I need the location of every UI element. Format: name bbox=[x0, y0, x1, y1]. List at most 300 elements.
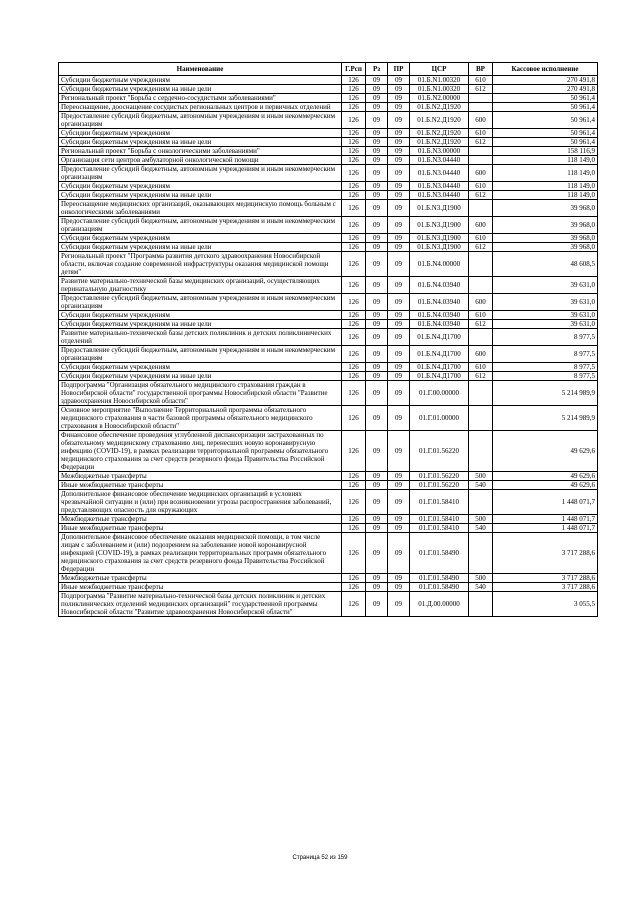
cell-vr bbox=[469, 277, 493, 294]
cell-rz: 09 bbox=[366, 103, 388, 112]
cell-sum: 39 968,0 bbox=[493, 200, 598, 217]
budget-table bbox=[58, 62, 598, 617]
cell-rz: 09 bbox=[366, 346, 388, 363]
cell-name: Иные межбюджетные трансферты bbox=[59, 524, 342, 533]
cell-grs: 126 bbox=[342, 533, 366, 574]
cell-pr: 09 bbox=[388, 431, 410, 472]
table-row bbox=[59, 217, 598, 234]
cell-vr bbox=[469, 252, 493, 277]
cell-sum: 1 448 071,7 bbox=[493, 490, 598, 515]
cell-name: Субсидии бюджетным учреждениям bbox=[59, 234, 342, 243]
table-row bbox=[59, 381, 598, 406]
cell-grs: 126 bbox=[342, 490, 366, 515]
cell-sum: 5 214 989,9 bbox=[493, 381, 598, 406]
cell-vr: 500 bbox=[469, 472, 493, 481]
cell-name: Предоставление субсидий бюджетным, автономным учреждениям и иным некоммерческим организациям bbox=[59, 112, 342, 129]
cell-rz: 09 bbox=[366, 533, 388, 574]
cell-grs: 126 bbox=[342, 252, 366, 277]
cell-grs: 126 bbox=[342, 329, 366, 346]
cell-csr: 01.Б.N4.03940 bbox=[410, 320, 469, 329]
cell-rz: 09 bbox=[366, 515, 388, 524]
table-row bbox=[59, 191, 598, 200]
cell-pr: 09 bbox=[388, 574, 410, 583]
table-row bbox=[59, 346, 598, 363]
cell-vr bbox=[469, 147, 493, 156]
cell-name: Предоставление субсидий бюджетным, автономным учреждениям и иным некоммерческим организациям bbox=[59, 294, 342, 311]
cell-name: Развитие материально-технической базы медицинских организаций, осуществляющих перинатальную диагностику bbox=[59, 277, 342, 294]
cell-pr: 09 bbox=[388, 363, 410, 372]
cell-name: Субсидии бюджетным учреждениям на иные цели bbox=[59, 320, 342, 329]
table-row bbox=[59, 481, 598, 490]
cell-pr: 09 bbox=[388, 252, 410, 277]
cell-name: Межбюджетные трансферты bbox=[59, 515, 342, 524]
cell-vr: 600 bbox=[469, 165, 493, 182]
table-row bbox=[59, 363, 598, 372]
cell-rz: 09 bbox=[366, 381, 388, 406]
cell-vr: 612 bbox=[469, 320, 493, 329]
cell-rz: 09 bbox=[366, 94, 388, 103]
cell-csr: 01.Г.01.58410 bbox=[410, 490, 469, 515]
cell-pr: 09 bbox=[388, 533, 410, 574]
cell-vr bbox=[469, 381, 493, 406]
cell-pr: 09 bbox=[388, 234, 410, 243]
cell-grs: 126 bbox=[342, 320, 366, 329]
cell-name: Подпрограмма "Организация обязательного медицинского страхования граждан в Новосибирской области" государственной программы Новосибирской области "Развитие здравоохранения Новосибирской области" bbox=[59, 381, 342, 406]
cell-grs: 126 bbox=[342, 472, 366, 481]
table-row bbox=[59, 138, 598, 147]
cell-vr: 612 bbox=[469, 191, 493, 200]
table-row bbox=[59, 277, 598, 294]
cell-vr: 540 bbox=[469, 524, 493, 533]
cell-csr: 01.Г.00.00000 bbox=[410, 381, 469, 406]
cell-csr: 01.Б.N4.Д1700 bbox=[410, 363, 469, 372]
cell-pr: 09 bbox=[388, 85, 410, 94]
cell-pr: 09 bbox=[388, 515, 410, 524]
cell-sum: 39 631,0 bbox=[493, 311, 598, 320]
cell-sum: 8 977,5 bbox=[493, 372, 598, 381]
cell-name: Переоснащение медицинских организаций, оказывающих медицинскую помощь больным с онкологическими заболеваниями bbox=[59, 200, 342, 217]
cell-csr: 01.Б.N4.Д1700 bbox=[410, 346, 469, 363]
cell-csr: 01.Б.N3.Д1900 bbox=[410, 234, 469, 243]
cell-grs: 126 bbox=[342, 112, 366, 129]
cell-pr: 09 bbox=[388, 191, 410, 200]
cell-rz: 09 bbox=[366, 481, 388, 490]
cell-grs: 126 bbox=[342, 76, 366, 85]
cell-rz: 09 bbox=[366, 252, 388, 277]
cell-csr: 01.Б.N4.Д1700 bbox=[410, 372, 469, 381]
cell-name: Иные межбюджетные трансферты bbox=[59, 583, 342, 592]
cell-csr: 01.Б.N3.04440 bbox=[410, 156, 469, 165]
cell-name: Финансовое обеспечение проведения углубленной диспансеризации застрахованных по обязательному медицинскому страхованию лиц, перенесших новую коронавирусную инфекцию (COVID-19), в рамках реализации территориальной программы обязательного медицинского страхования за счет средств резервного фонда Правительства Российской Федерации bbox=[59, 431, 342, 472]
cell-name: Межбюджетные трансферты bbox=[59, 574, 342, 583]
cell-sum: 118 149,0 bbox=[493, 182, 598, 191]
cell-pr: 09 bbox=[388, 103, 410, 112]
cell-rz: 09 bbox=[366, 574, 388, 583]
cell-vr: 612 bbox=[469, 85, 493, 94]
cell-rz: 09 bbox=[366, 406, 388, 431]
cell-name: Субсидии бюджетным учреждениям bbox=[59, 129, 342, 138]
cell-vr bbox=[469, 200, 493, 217]
table-row bbox=[59, 76, 598, 85]
cell-rz: 09 bbox=[366, 472, 388, 481]
table-row bbox=[59, 490, 598, 515]
cell-name: Иные межбюджетные трансферты bbox=[59, 481, 342, 490]
cell-rz: 09 bbox=[366, 138, 388, 147]
cell-vr: 610 bbox=[469, 311, 493, 320]
cell-grs: 126 bbox=[342, 515, 366, 524]
cell-vr: 610 bbox=[469, 363, 493, 372]
cell-grs: 126 bbox=[342, 191, 366, 200]
col-header-pr: ПР bbox=[388, 63, 410, 76]
cell-rz: 09 bbox=[366, 320, 388, 329]
table-row bbox=[59, 372, 598, 381]
cell-vr: 610 bbox=[469, 76, 493, 85]
cell-rz: 09 bbox=[366, 294, 388, 311]
cell-csr: 01.Б.N2.Д1920 bbox=[410, 103, 469, 112]
cell-vr: 610 bbox=[469, 234, 493, 243]
table-row bbox=[59, 515, 598, 524]
cell-pr: 09 bbox=[388, 112, 410, 129]
cell-grs: 126 bbox=[342, 217, 366, 234]
cell-vr: 600 bbox=[469, 346, 493, 363]
cell-rz: 09 bbox=[366, 490, 388, 515]
table-row bbox=[59, 129, 598, 138]
cell-vr: 612 bbox=[469, 372, 493, 381]
col-header-name: Наименование bbox=[59, 63, 342, 76]
cell-pr: 09 bbox=[388, 243, 410, 252]
cell-rz: 09 bbox=[366, 583, 388, 592]
cell-name: Региональный проект "Программа развития детского здравоохранения Новосибирской области, включая создание современной инфраструктуры оказания медицинской помощи детям" bbox=[59, 252, 342, 277]
table-row bbox=[59, 311, 598, 320]
cell-grs: 126 bbox=[342, 85, 366, 94]
cell-pr: 09 bbox=[388, 200, 410, 217]
cell-sum: 50 961,4 bbox=[493, 103, 598, 112]
col-header-rz: Рз bbox=[366, 63, 388, 76]
table-row bbox=[59, 406, 598, 431]
cell-pr: 09 bbox=[388, 217, 410, 234]
cell-grs: 126 bbox=[342, 311, 366, 320]
cell-grs: 126 bbox=[342, 182, 366, 191]
cell-rz: 09 bbox=[366, 243, 388, 252]
cell-sum: 39 631,0 bbox=[493, 294, 598, 311]
table-row bbox=[59, 583, 598, 592]
cell-vr: 500 bbox=[469, 574, 493, 583]
cell-rz: 09 bbox=[366, 592, 388, 617]
cell-name: Субсидии бюджетным учреждениям на иные цели bbox=[59, 372, 342, 381]
cell-csr: 01.Г.01.56220 bbox=[410, 431, 469, 472]
table-row bbox=[59, 243, 598, 252]
cell-name: Субсидии бюджетным учреждениям на иные цели bbox=[59, 243, 342, 252]
table-row bbox=[59, 182, 598, 191]
cell-grs: 126 bbox=[342, 277, 366, 294]
table-row bbox=[59, 592, 598, 617]
cell-rz: 09 bbox=[366, 277, 388, 294]
cell-csr: 01.Б.N4.03940 bbox=[410, 311, 469, 320]
cell-name: Подпрограмма "Развитие материально-технической базы детских поликлиник и детских поликлинических отделений медицинских организаций" государственной программы Новосибирской области "Развитие здравоохранения Новосибирской области" bbox=[59, 592, 342, 617]
cell-csr: 01.Б.N3.Д1900 bbox=[410, 200, 469, 217]
cell-pr: 09 bbox=[388, 147, 410, 156]
cell-name: Основное мероприятие "Выполнение Территориальной программы обязательного медицинского страхования в части базовой программы обязательного медицинского страхования в Новосибирской области" bbox=[59, 406, 342, 431]
cell-sum: 3 717 288,6 bbox=[493, 583, 598, 592]
cell-sum: 3 717 288,6 bbox=[493, 533, 598, 574]
cell-vr: 612 bbox=[469, 138, 493, 147]
cell-vr: 540 bbox=[469, 481, 493, 490]
cell-rz: 09 bbox=[366, 85, 388, 94]
cell-sum: 5 214 989,9 bbox=[493, 406, 598, 431]
cell-pr: 09 bbox=[388, 320, 410, 329]
cell-name: Субсидии бюджетным учреждениям bbox=[59, 311, 342, 320]
cell-grs: 126 bbox=[342, 138, 366, 147]
cell-vr bbox=[469, 156, 493, 165]
table-row bbox=[59, 94, 598, 103]
cell-sum: 49 629,6 bbox=[493, 431, 598, 472]
cell-name: Субсидии бюджетным учреждениям на иные цели bbox=[59, 138, 342, 147]
cell-pr: 09 bbox=[388, 277, 410, 294]
cell-name: Предоставление субсидий бюджетным, автономным учреждениям и иным некоммерческим организациям bbox=[59, 217, 342, 234]
cell-name: Межбюджетные трансферты bbox=[59, 472, 342, 481]
cell-grs: 126 bbox=[342, 406, 366, 431]
cell-csr: 01.Б.N3.04440 bbox=[410, 165, 469, 182]
table-row bbox=[59, 200, 598, 217]
cell-pr: 09 bbox=[388, 381, 410, 406]
cell-vr: 600 bbox=[469, 294, 493, 311]
cell-csr: 01.Б.N1.00320 bbox=[410, 76, 469, 85]
cell-grs: 126 bbox=[342, 103, 366, 112]
cell-sum: 39 631,0 bbox=[493, 320, 598, 329]
table-row bbox=[59, 103, 598, 112]
cell-grs: 126 bbox=[342, 234, 366, 243]
cell-vr bbox=[469, 592, 493, 617]
cell-grs: 126 bbox=[342, 200, 366, 217]
cell-sum: 118 149,0 bbox=[493, 165, 598, 182]
cell-grs: 126 bbox=[342, 165, 366, 182]
cell-csr: 01.Б.N3.Д1900 bbox=[410, 243, 469, 252]
cell-grs: 126 bbox=[342, 294, 366, 311]
cell-pr: 09 bbox=[388, 472, 410, 481]
cell-pr: 09 bbox=[388, 481, 410, 490]
table-row bbox=[59, 252, 598, 277]
cell-csr: 01.Б.N4.03940 bbox=[410, 277, 469, 294]
table-row bbox=[59, 524, 598, 533]
cell-csr: 01.Г.01.58410 bbox=[410, 515, 469, 524]
cell-rz: 09 bbox=[366, 76, 388, 85]
cell-pr: 09 bbox=[388, 406, 410, 431]
cell-csr: 01.Г.01.00000 bbox=[410, 406, 469, 431]
cell-rz: 09 bbox=[366, 372, 388, 381]
cell-sum: 39 631,0 bbox=[493, 277, 598, 294]
cell-grs: 126 bbox=[342, 243, 366, 252]
cell-pr: 09 bbox=[388, 311, 410, 320]
cell-rz: 09 bbox=[366, 112, 388, 129]
cell-grs: 126 bbox=[342, 431, 366, 472]
cell-sum: 270 491,8 bbox=[493, 85, 598, 94]
cell-grs: 126 bbox=[342, 592, 366, 617]
cell-pr: 09 bbox=[388, 294, 410, 311]
cell-name: Субсидии бюджетным учреждениям на иные цели bbox=[59, 191, 342, 200]
table-row bbox=[59, 165, 598, 182]
col-header-sum: Кассовое исполнение bbox=[493, 63, 598, 76]
cell-csr: 01.Г.01.58490 bbox=[410, 574, 469, 583]
cell-grs: 126 bbox=[342, 372, 366, 381]
cell-vr bbox=[469, 329, 493, 346]
cell-pr: 09 bbox=[388, 329, 410, 346]
cell-csr: 01.Б.N4.03940 bbox=[410, 294, 469, 311]
cell-csr: 01.Б.N3.04440 bbox=[410, 182, 469, 191]
cell-vr: 540 bbox=[469, 583, 493, 592]
cell-vr: 612 bbox=[469, 243, 493, 252]
cell-vr: 500 bbox=[469, 515, 493, 524]
cell-vr bbox=[469, 490, 493, 515]
cell-sum: 50 961,4 bbox=[493, 112, 598, 129]
cell-sum: 49 629,6 bbox=[493, 472, 598, 481]
cell-rz: 09 bbox=[366, 431, 388, 472]
cell-csr: 01.Г.01.56220 bbox=[410, 481, 469, 490]
cell-csr: 01.Б.N3.Д1900 bbox=[410, 217, 469, 234]
cell-csr: 01.Г.01.58490 bbox=[410, 533, 469, 574]
cell-sum: 48 608,5 bbox=[493, 252, 598, 277]
cell-rz: 09 bbox=[366, 234, 388, 243]
cell-name: Развитие материально-технической базы детских поликлиник и детских поликлинических отделений bbox=[59, 329, 342, 346]
cell-csr: 01.Б.N3.00000 bbox=[410, 147, 469, 156]
cell-name: Субсидии бюджетным учреждениям на иные цели bbox=[59, 85, 342, 94]
cell-rz: 09 bbox=[366, 156, 388, 165]
cell-pr: 09 bbox=[388, 129, 410, 138]
cell-pr: 09 bbox=[388, 583, 410, 592]
cell-sum: 8 977,5 bbox=[493, 329, 598, 346]
cell-sum: 158 116,9 bbox=[493, 147, 598, 156]
cell-csr: 01.Б.N3.04440 bbox=[410, 191, 469, 200]
cell-rz: 09 bbox=[366, 129, 388, 138]
table-row bbox=[59, 85, 598, 94]
cell-vr: 610 bbox=[469, 129, 493, 138]
table-row bbox=[59, 112, 598, 129]
cell-vr bbox=[469, 431, 493, 472]
cell-csr: 01.Б.N1.00320 bbox=[410, 85, 469, 94]
cell-sum: 3 055,5 bbox=[493, 592, 598, 617]
cell-pr: 09 bbox=[388, 165, 410, 182]
cell-rz: 09 bbox=[366, 363, 388, 372]
cell-pr: 09 bbox=[388, 524, 410, 533]
cell-vr: 600 bbox=[469, 217, 493, 234]
cell-pr: 09 bbox=[388, 156, 410, 165]
cell-vr bbox=[469, 533, 493, 574]
cell-sum: 8 977,5 bbox=[493, 363, 598, 372]
table-row bbox=[59, 147, 598, 156]
table-header-row bbox=[59, 63, 598, 76]
cell-name: Предоставление субсидий бюджетным, автономным учреждениям и иным некоммерческим организациям bbox=[59, 165, 342, 182]
cell-csr: 01.Б.N4.00000 bbox=[410, 252, 469, 277]
cell-sum: 270 491,8 bbox=[493, 76, 598, 85]
cell-sum: 49 629,6 bbox=[493, 481, 598, 490]
table-row bbox=[59, 320, 598, 329]
cell-grs: 126 bbox=[342, 381, 366, 406]
cell-pr: 09 bbox=[388, 138, 410, 147]
cell-vr bbox=[469, 103, 493, 112]
cell-sum: 1 448 071,7 bbox=[493, 524, 598, 533]
cell-pr: 09 bbox=[388, 372, 410, 381]
cell-rz: 09 bbox=[366, 524, 388, 533]
cell-sum: 118 149,0 bbox=[493, 156, 598, 165]
cell-csr: 01.Б.N2.Д1920 bbox=[410, 138, 469, 147]
cell-sum: 50 961,4 bbox=[493, 129, 598, 138]
cell-pr: 09 bbox=[388, 94, 410, 103]
cell-grs: 126 bbox=[342, 129, 366, 138]
cell-csr: 01.Г.01.56220 bbox=[410, 472, 469, 481]
table-row bbox=[59, 574, 598, 583]
cell-csr: 01.Б.N4.Д1700 bbox=[410, 329, 469, 346]
cell-grs: 126 bbox=[342, 363, 366, 372]
table-row bbox=[59, 294, 598, 311]
table-body bbox=[59, 76, 598, 617]
cell-name: Субсидии бюджетным учреждениям bbox=[59, 76, 342, 85]
cell-grs: 126 bbox=[342, 346, 366, 363]
cell-pr: 09 bbox=[388, 346, 410, 363]
col-header-vr: ВР bbox=[469, 63, 493, 76]
cell-name: Предоставление субсидий бюджетным, автономным учреждениям и иным некоммерческим организациям bbox=[59, 346, 342, 363]
cell-vr: 600 bbox=[469, 112, 493, 129]
cell-name: Региональный проект "Борьба с онкологическими заболеваниями" bbox=[59, 147, 342, 156]
col-header-grs: Г.Рсп bbox=[342, 63, 366, 76]
cell-sum: 39 968,0 bbox=[493, 243, 598, 252]
cell-rz: 09 bbox=[366, 182, 388, 191]
cell-rz: 09 bbox=[366, 217, 388, 234]
cell-sum: 39 968,0 bbox=[493, 217, 598, 234]
cell-name: Переоснащение, дооснащение сосудистых региональных центров и первичных отделений bbox=[59, 103, 342, 112]
cell-rz: 09 bbox=[366, 165, 388, 182]
cell-csr: 01.Б.N2.00000 bbox=[410, 94, 469, 103]
cell-pr: 09 bbox=[388, 490, 410, 515]
budget-table-container bbox=[58, 62, 597, 617]
cell-csr: 01.Г.01.58410 bbox=[410, 524, 469, 533]
cell-vr bbox=[469, 94, 493, 103]
cell-grs: 126 bbox=[342, 524, 366, 533]
cell-rz: 09 bbox=[366, 147, 388, 156]
cell-rz: 09 bbox=[366, 329, 388, 346]
cell-grs: 126 bbox=[342, 574, 366, 583]
cell-pr: 09 bbox=[388, 76, 410, 85]
cell-grs: 126 bbox=[342, 481, 366, 490]
table-row bbox=[59, 156, 598, 165]
cell-grs: 126 bbox=[342, 147, 366, 156]
cell-sum: 1 448 071,7 bbox=[493, 515, 598, 524]
cell-rz: 09 bbox=[366, 200, 388, 217]
cell-rz: 09 bbox=[366, 191, 388, 200]
cell-sum: 118 149,0 bbox=[493, 191, 598, 200]
cell-csr: 01.Д.00.00000 bbox=[410, 592, 469, 617]
cell-vr: 610 bbox=[469, 182, 493, 191]
table-row bbox=[59, 472, 598, 481]
page-number: Страница 52 из 159 bbox=[292, 855, 348, 861]
cell-name: Субсидии бюджетным учреждениям bbox=[59, 363, 342, 372]
cell-sum: 3 717 288,6 bbox=[493, 574, 598, 583]
cell-rz: 09 bbox=[366, 311, 388, 320]
cell-csr: 01.Б.N2.Д1920 bbox=[410, 129, 469, 138]
cell-pr: 09 bbox=[388, 182, 410, 191]
table-row bbox=[59, 533, 598, 574]
cell-grs: 126 bbox=[342, 94, 366, 103]
cell-name: Дополнительное финансовое обеспечение медицинских организаций в условиях чрезвычайной ситуации и (или) при возникновении угрозы распространения заболеваний, представляющих опасность для окружающих bbox=[59, 490, 342, 515]
table-row bbox=[59, 234, 598, 243]
cell-name: Региональный проект "Борьба с сердечно-сосудистыми заболеваниями" bbox=[59, 94, 342, 103]
cell-csr: 01.Г.01.58490 bbox=[410, 583, 469, 592]
cell-csr: 01.Б.N2.Д1920 bbox=[410, 112, 469, 129]
col-header-csr: ЦСР bbox=[410, 63, 469, 76]
cell-grs: 126 bbox=[342, 156, 366, 165]
cell-sum: 50 961,4 bbox=[493, 94, 598, 103]
cell-name: Организация сети центров амбулаторной онкологической помощи bbox=[59, 156, 342, 165]
cell-name: Субсидии бюджетным учреждениям bbox=[59, 182, 342, 191]
table-row bbox=[59, 431, 598, 472]
